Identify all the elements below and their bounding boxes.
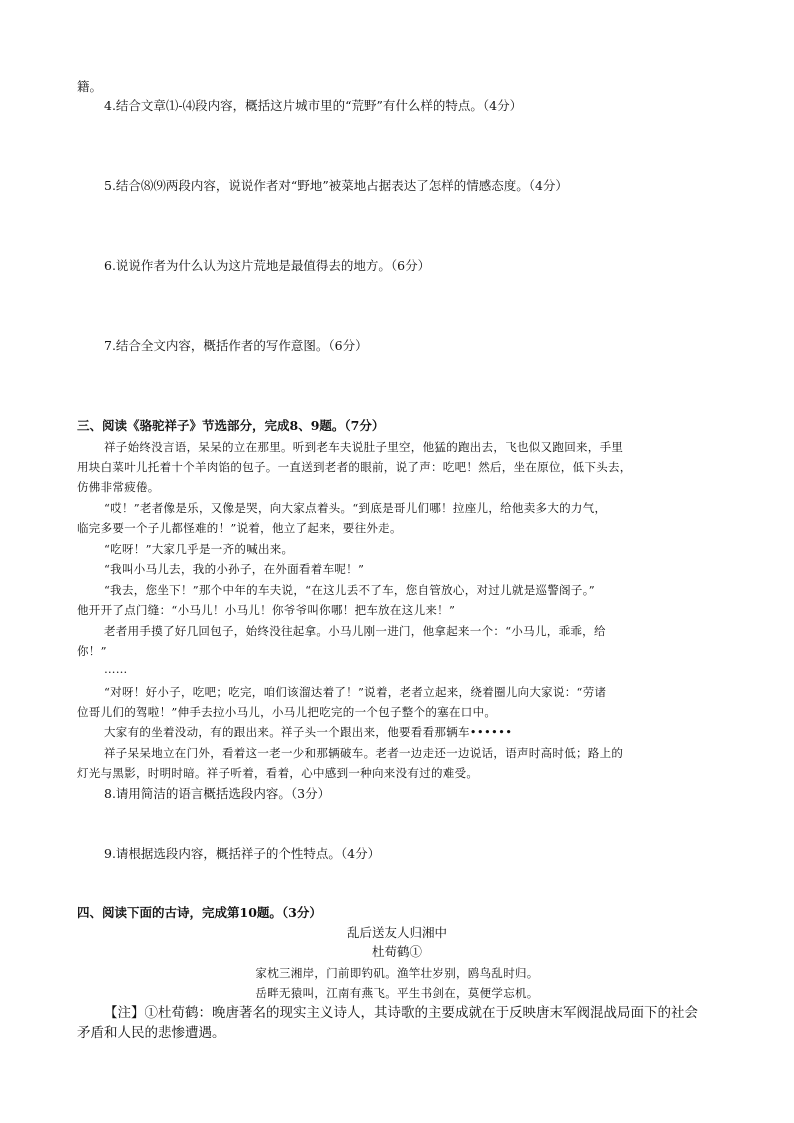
- question-8: 8.请用简洁的语言概括选段内容。（3分）: [104, 786, 331, 801]
- section3-heading: 三、阅读《骆驼祥子》节选部分，完成8、9题。（7分）: [77, 418, 385, 433]
- passage-line: “吃呀！”大家几乎是一齐的喊出来。: [104, 542, 294, 556]
- passage-line: “我去，您坐下！”那个中年的车夫说，“在这儿丢不了车，您自管放心，对过儿就是巡警阁子。”: [104, 583, 595, 597]
- question-6: 6.说说作者为什么认为这片荒地是最值得去的地方。（6分）: [104, 258, 431, 273]
- question-9: 9.请根据选段内容，概括祥子的个性特点。（4分）: [104, 846, 381, 861]
- passage-line: 老者用手摸了好几回包子，始终没往起拿。小马儿刚一进门，他拿起来一个：“小马儿，乖乖，给: [104, 624, 606, 638]
- passage-line: 祥子始终没言语，呆呆的立在那里。听到老车夫说肚子里空，他猛的跑出去，飞也似又跑回来，手里: [104, 440, 624, 454]
- passage-line: 位哥儿们的驾啦！”伸手去拉小马儿，小马儿把吃完的一个包子整个的塞在口中。: [77, 705, 497, 719]
- question-5: 5.结合⑻⑼两段内容，说说作者对“野地”被菜地占据表达了怎样的情感态度。（4分）: [104, 178, 568, 193]
- poem-line: 岳畔无猿叫，江南有燕飞。平生书剑在，莫便学忘机。: [255, 986, 539, 1000]
- section4-heading: 四、阅读下面的古诗，完成第10题。（3分）: [77, 905, 322, 920]
- poem-author: 杜荀鹤①: [371, 944, 422, 959]
- annotation-note-continued: 矛盾和人民的悲惨遭遇。: [77, 1025, 226, 1041]
- poem-line: 家枕三湘岸，门前即钓矶。渔竿壮岁别，鸥鸟乱时归。: [255, 966, 539, 980]
- top-fragment: 籍。: [77, 79, 103, 94]
- passage-line: 灯光与黑影，时明时暗。祥子听着，看着，心中感到一种向来没有过的难受。: [77, 766, 479, 780]
- passage-line: “我叫小马儿去，我的小孙子，在外面看着车呢！”: [104, 562, 365, 576]
- passage-line: 祥子呆呆地立在门外，看着这一老一少和那辆破车。老者一边走还一边说话，语声时高时低；路上的: [104, 746, 624, 760]
- passage-line: 他开开了点门缝：“小马儿！小马儿！你爷爷叫你哪！把车放在这儿来！”: [77, 603, 456, 617]
- passage-line: 临完多要一个子儿都怪难的！”说着，他立了起来，要往外走。: [77, 521, 402, 535]
- poem-title: 乱后送友人归湘中: [346, 925, 447, 940]
- question-7: 7.结合全文内容，概括作者的写作意图。（6分）: [104, 338, 368, 353]
- passage-line: 你！”: [77, 644, 107, 658]
- passage-line: 大家有的坐着没动，有的跟出来。祥子头一个跟出来，他要看看那辆车••••••: [104, 725, 513, 739]
- passage-line: “对呀！好小子，吃吧；吃完，咱们该溜达着了！”说着，老者立起来，绕着圈儿向大家说：“劳诸: [104, 685, 607, 699]
- passage-line: “哎！”老者像是乐，又像是哭，向大家点着头。“到底是哥儿们哪！拉座儿，给他卖多大的力气，: [104, 501, 607, 515]
- passage-line: 仿佛非常疲倦。: [77, 480, 160, 494]
- passage-ellipsis: ……: [104, 662, 128, 676]
- annotation-note: 【注】①杜荀鹤：晚唐著名的现实主义诗人，其诗歌的主要成就在于反映唐末军阀混战局面下的社会: [104, 1005, 698, 1021]
- passage-line: 用块白菜叶儿托着十个羊肉馅的包子。一直送到老者的眼前，说了声：吃吧！然后，坐在原位，低下头去，: [77, 460, 632, 474]
- question-4: 4.结合文章⑴-⑷段内容，概括这片城市里的“荒野”有什么样的特点。（4分）: [104, 98, 523, 113]
